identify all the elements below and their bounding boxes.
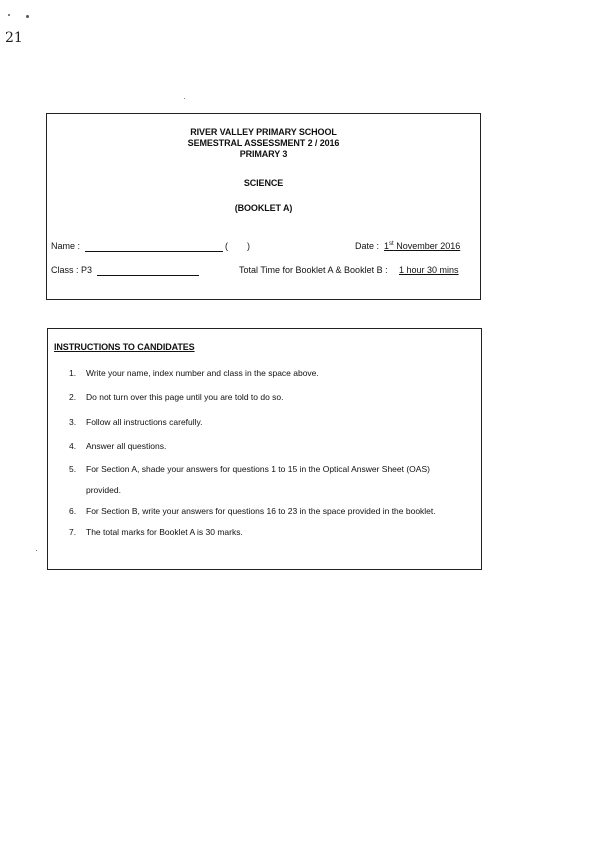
- handwritten-page-number: 21: [5, 30, 23, 46]
- booklet-title: (BOOKLET A): [234, 203, 293, 213]
- instruction-text: Do not turn over this page until you are told to do so.: [86, 392, 284, 402]
- name-label: Name :: [51, 241, 81, 251]
- instruction-number: 2.: [69, 392, 77, 402]
- instruction-text: Follow all instructions carefully.: [86, 417, 203, 427]
- instruction-text: Write your name, index number and class in the space above.: [86, 368, 319, 378]
- assessment-title: SEMESTRAL ASSESSMENT 2 / 2016: [187, 138, 340, 148]
- instructions-box: [47, 328, 482, 570]
- school-name: RIVER VALLEY PRIMARY SCHOOL: [190, 127, 337, 137]
- instruction-text: The total marks for Booklet A is 30 marks.: [86, 527, 243, 537]
- level-title: PRIMARY 3: [239, 149, 288, 159]
- index-open-paren: (: [225, 241, 228, 251]
- total-time-label: Total Time for Booklet A & Booklet B :: [239, 265, 388, 275]
- instruction-number: 1.: [69, 368, 77, 378]
- instruction-text-continued: provided.: [86, 485, 121, 495]
- exam-header-box: [46, 113, 481, 300]
- subject-title: SCIENCE: [243, 178, 284, 188]
- instruction-number: 4.: [69, 441, 77, 451]
- exam-date: 1st November 2016: [384, 241, 461, 251]
- scan-speck: [184, 98, 185, 99]
- index-close-paren: ): [247, 241, 250, 251]
- class-label: Class : P3: [51, 265, 93, 275]
- scan-speck: [26, 15, 29, 18]
- class-field-line[interactable]: [97, 275, 199, 276]
- instruction-number: 7.: [69, 527, 77, 537]
- instruction-number: 6.: [69, 506, 77, 516]
- scan-speck: [36, 550, 37, 551]
- date-label: Date :: [355, 241, 380, 251]
- instruction-text: For Section A, shade your answers for questions 1 to 15 in the Optical Answer Sheet (OAS): [86, 464, 430, 474]
- scan-speck: [8, 14, 10, 16]
- instruction-number: 5.: [69, 464, 77, 474]
- instruction-text: For Section B, write your answers for questions 16 to 23 in the space provided in the booklet.: [86, 506, 436, 516]
- name-field-line[interactable]: [85, 251, 223, 252]
- total-time-value: 1 hour 30 mins: [399, 265, 459, 275]
- instructions-heading: INSTRUCTIONS TO CANDIDATES: [54, 342, 195, 352]
- instruction-number: 3.: [69, 417, 77, 427]
- instruction-text: Answer all questions.: [86, 441, 167, 451]
